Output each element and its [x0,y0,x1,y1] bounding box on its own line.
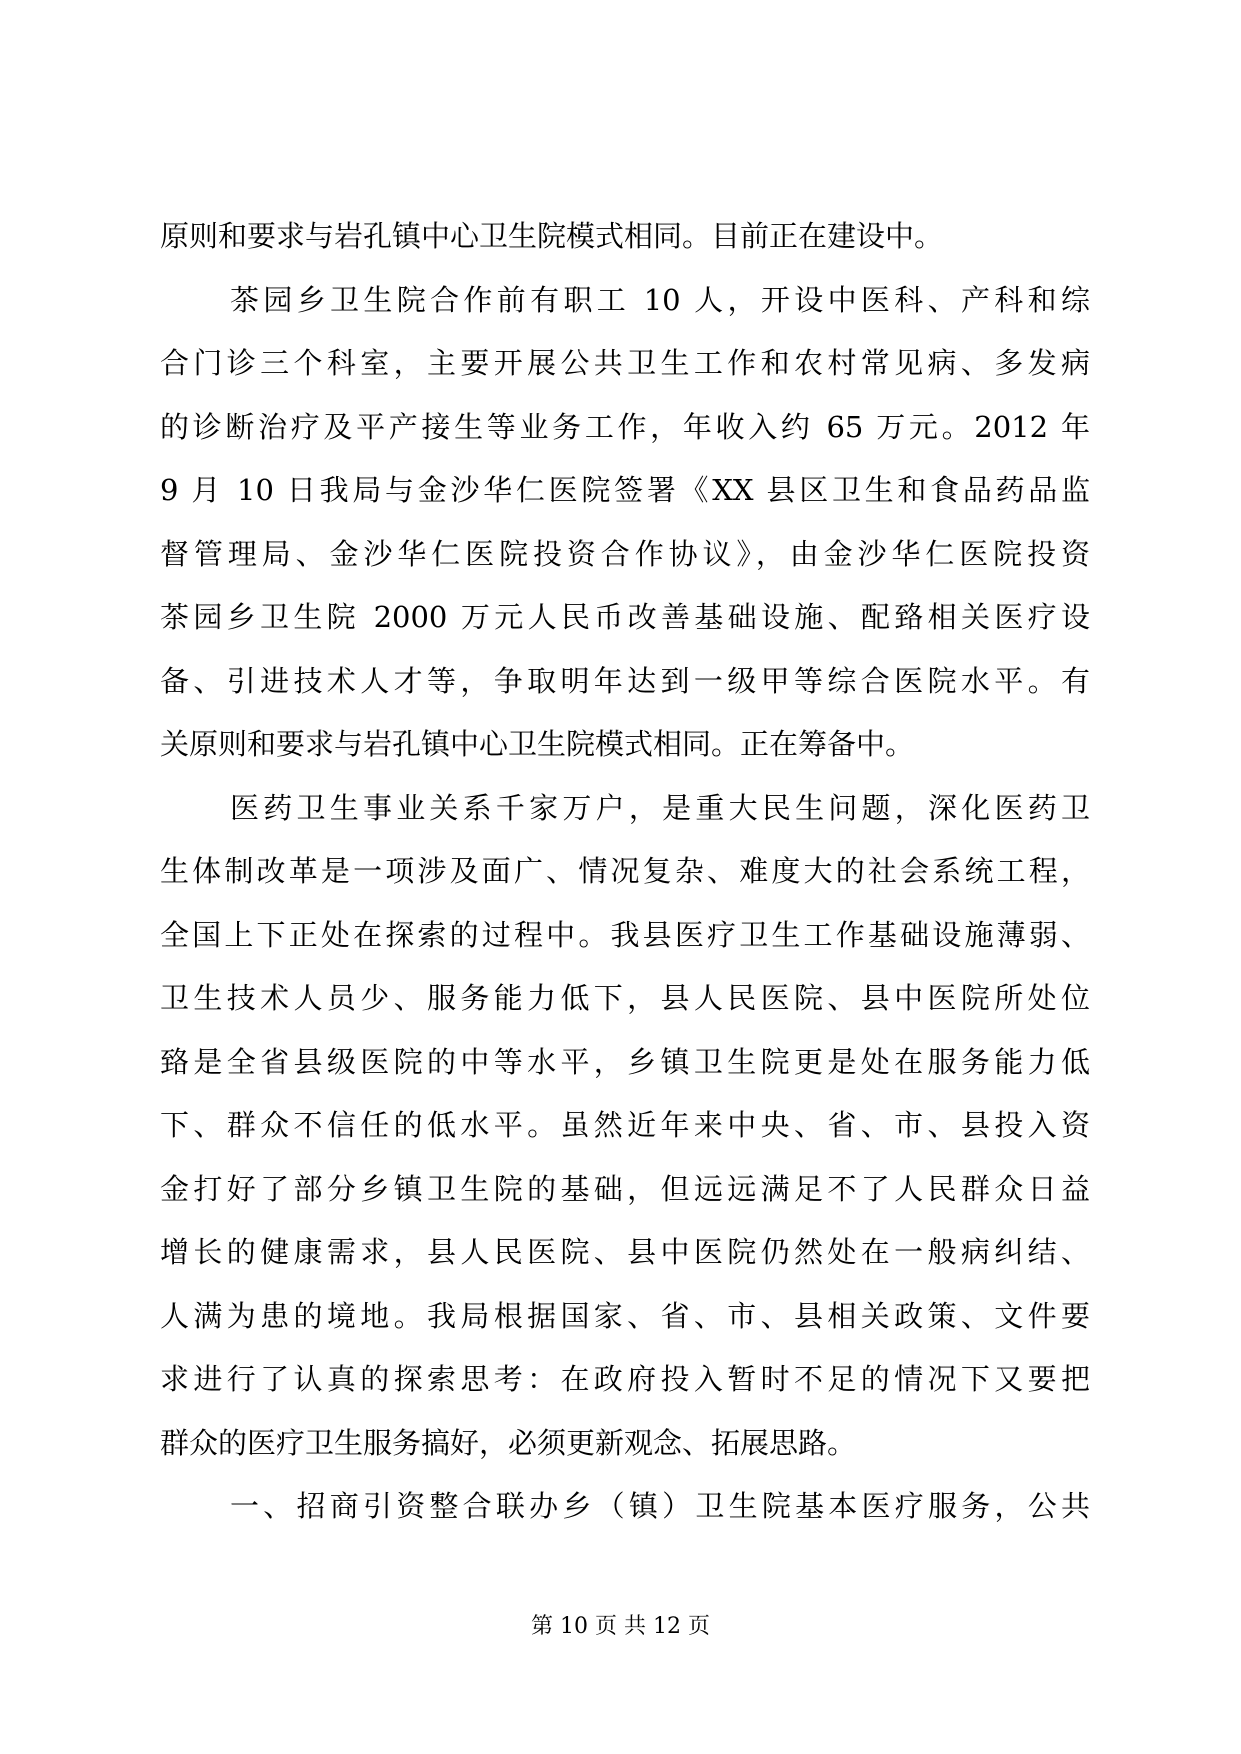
page-footer: 第 10 页 共 12 页 [531,1614,710,1639]
text-line: 群众的医疗卫生服务搞好，必须更新观念、拓展思路。 [160,1425,857,1460]
text-line: 求进行了认真的探索思考：在政府投入暂时不足的情况下又要把 [160,1362,1090,1396]
text-line: 合门诊三个科室，主要开展公共卫生工作和农村常见病、多发病 [160,346,1090,380]
text-line: 金打好了部分乡镇卫生院的基础，但远远满足不了人民群众日益 [160,1171,1090,1206]
text-line: 医药卫生事业关系千家万户，是重大民生问题，深化医药卫 [230,790,1090,825]
text-line: 臵是全省县级医院的中等水平，乡镇卫生院更是处在服务能力低 [160,1044,1090,1079]
text-line: 原则和要求与岩孔镇中心卫生院模式相同。目前正在建设中。 [160,219,944,253]
text-line: 一、招商引资整合联办乡（镇）卫生院基本医疗服务，公共 [230,1489,1090,1523]
text-line: 9 月 10 日我局与金沙华仁医院签署《XX 县区卫生和食品药品监 [160,473,1090,507]
text-line: 茶园乡卫生院 2000 万元人民币改善基础设施、配臵相关医疗设 [160,600,1090,634]
text-line: 关原则和要求与岩孔镇中心卫生院模式相同。正在筹备中。 [160,727,915,761]
text-line: 卫生技术人员少、服务能力低下，县人民医院、县中医院所处位 [160,981,1090,1015]
text-line: 的诊断治疗及平产接生等业务工作，年收入约 65 万元。2012 年 [160,409,1090,444]
body-text [160,205,1090,1539]
text-line: 督管理局、金沙华仁医院投资合作协议》，由金沙华仁医院投资 [160,536,1090,571]
text-line: 全国上下正处在探索的过程中。我县医疗卫生工作基础设施薄弱、 [160,917,1090,952]
text-line: 增长的健康需求，县人民医院、县中医院仍然处在一般病纠结、 [160,1235,1090,1269]
text-line: 生体制改革是一项涉及面广、情况复杂、难度大的社会系统工程， [160,854,1090,888]
text-line: 茶园乡卫生院合作前有职工 10 人，开设中医科、产科和综 [230,282,1090,317]
text-line: 人满为患的境地。我局根据国家、省、市、县相关政策、文件要 [160,1298,1090,1333]
text-line: 备、引进技术人才等，争取明年达到一级甲等综合医院水平。有 [160,663,1090,698]
text-line: 下、群众不信任的低水平。虽然近年来中央、省、市、县投入资 [160,1108,1090,1142]
